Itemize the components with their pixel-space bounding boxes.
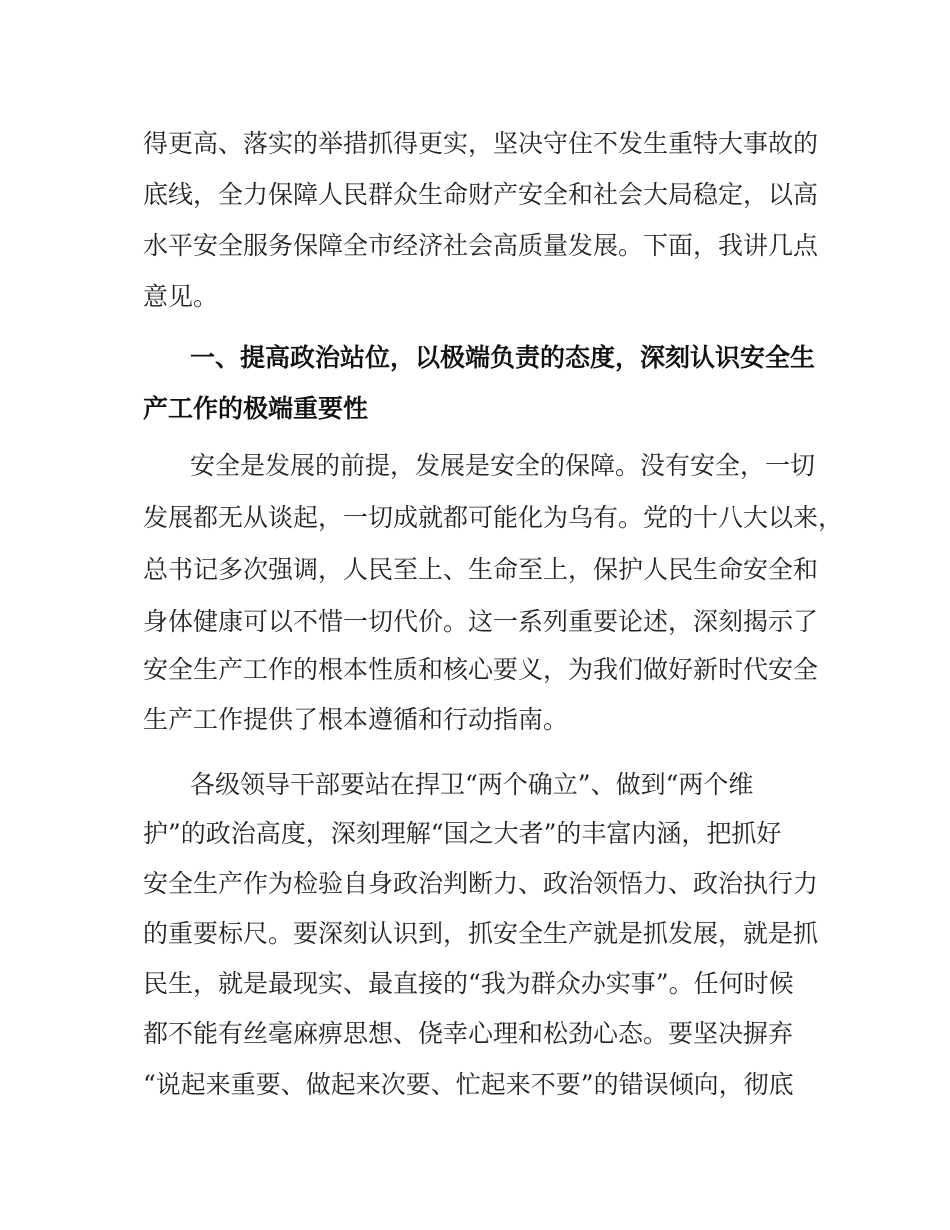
paragraph1-line-3: 总书记多次强调，人民至上、生命至上，保护人民生命安全和 (143, 555, 819, 584)
paragraph2-line-4: 的重要标尺。要深刻认识到，抓安全生产就是抓发展，就是抓 (143, 919, 819, 948)
paragraph2-line-6: 都不能有丝毫麻痹思想、侥幸心理和松劲心态。要坚决摒弃 (143, 1019, 794, 1048)
intro-line-1: 得更高、落实的举措抓得更实，坚决守住不发生重特大事故的 (143, 129, 819, 158)
intro-line-3: 水平安全服务保障全市经济社会高质量发展。下面，我讲几点 (143, 231, 819, 260)
paragraph2-line-7: “说起来重要、做起来次要、忙起来不要”的错误倾向，彻底 (143, 1070, 794, 1099)
paragraph2-line-2: 护”的政治高度，深刻理解“国之大者”的丰富内涵，把抓好 (143, 819, 782, 848)
paragraph2-line-3: 安全生产作为检验自身政治判断力、政治领悟力、政治执行力 (143, 869, 819, 898)
intro-line-4: 意见。 (143, 282, 219, 311)
paragraph1-line-1: 安全是发展的前提，发展是安全的保障。没有安全，一切 (190, 451, 816, 480)
paragraph2-line-1: 各级领导干部要站在捍卫“两个确立”、做到“两个维 (190, 770, 754, 799)
section-heading-line-1: 一、提高政治站位，以极端负责的态度，深刻认识安全生 (190, 343, 816, 372)
paragraph2-line-5: 民生，就是最现实、最直接的“我为群众办实事”。任何时候 (143, 969, 794, 998)
section-heading-line-2: 产工作的极端重要性 (143, 394, 369, 423)
paragraph1-line-4: 身体健康可以不惜一切代价。这一系列重要论述，深刻揭示了 (143, 607, 819, 636)
intro-line-2: 底线，全力保障人民群众生命财产安全和社会大局稳定，以高 (143, 180, 819, 209)
paragraph1-line-5: 安全生产工作的根本性质和核心要义，为我们做好新时代安全 (143, 655, 819, 684)
paragraph1-line-6: 生产工作提供了根本遵循和行动指南。 (143, 705, 569, 734)
paragraph1-line-2: 发展都无从谈起，一切成就都可能化为乌有。党的十八大以来， (143, 503, 844, 532)
